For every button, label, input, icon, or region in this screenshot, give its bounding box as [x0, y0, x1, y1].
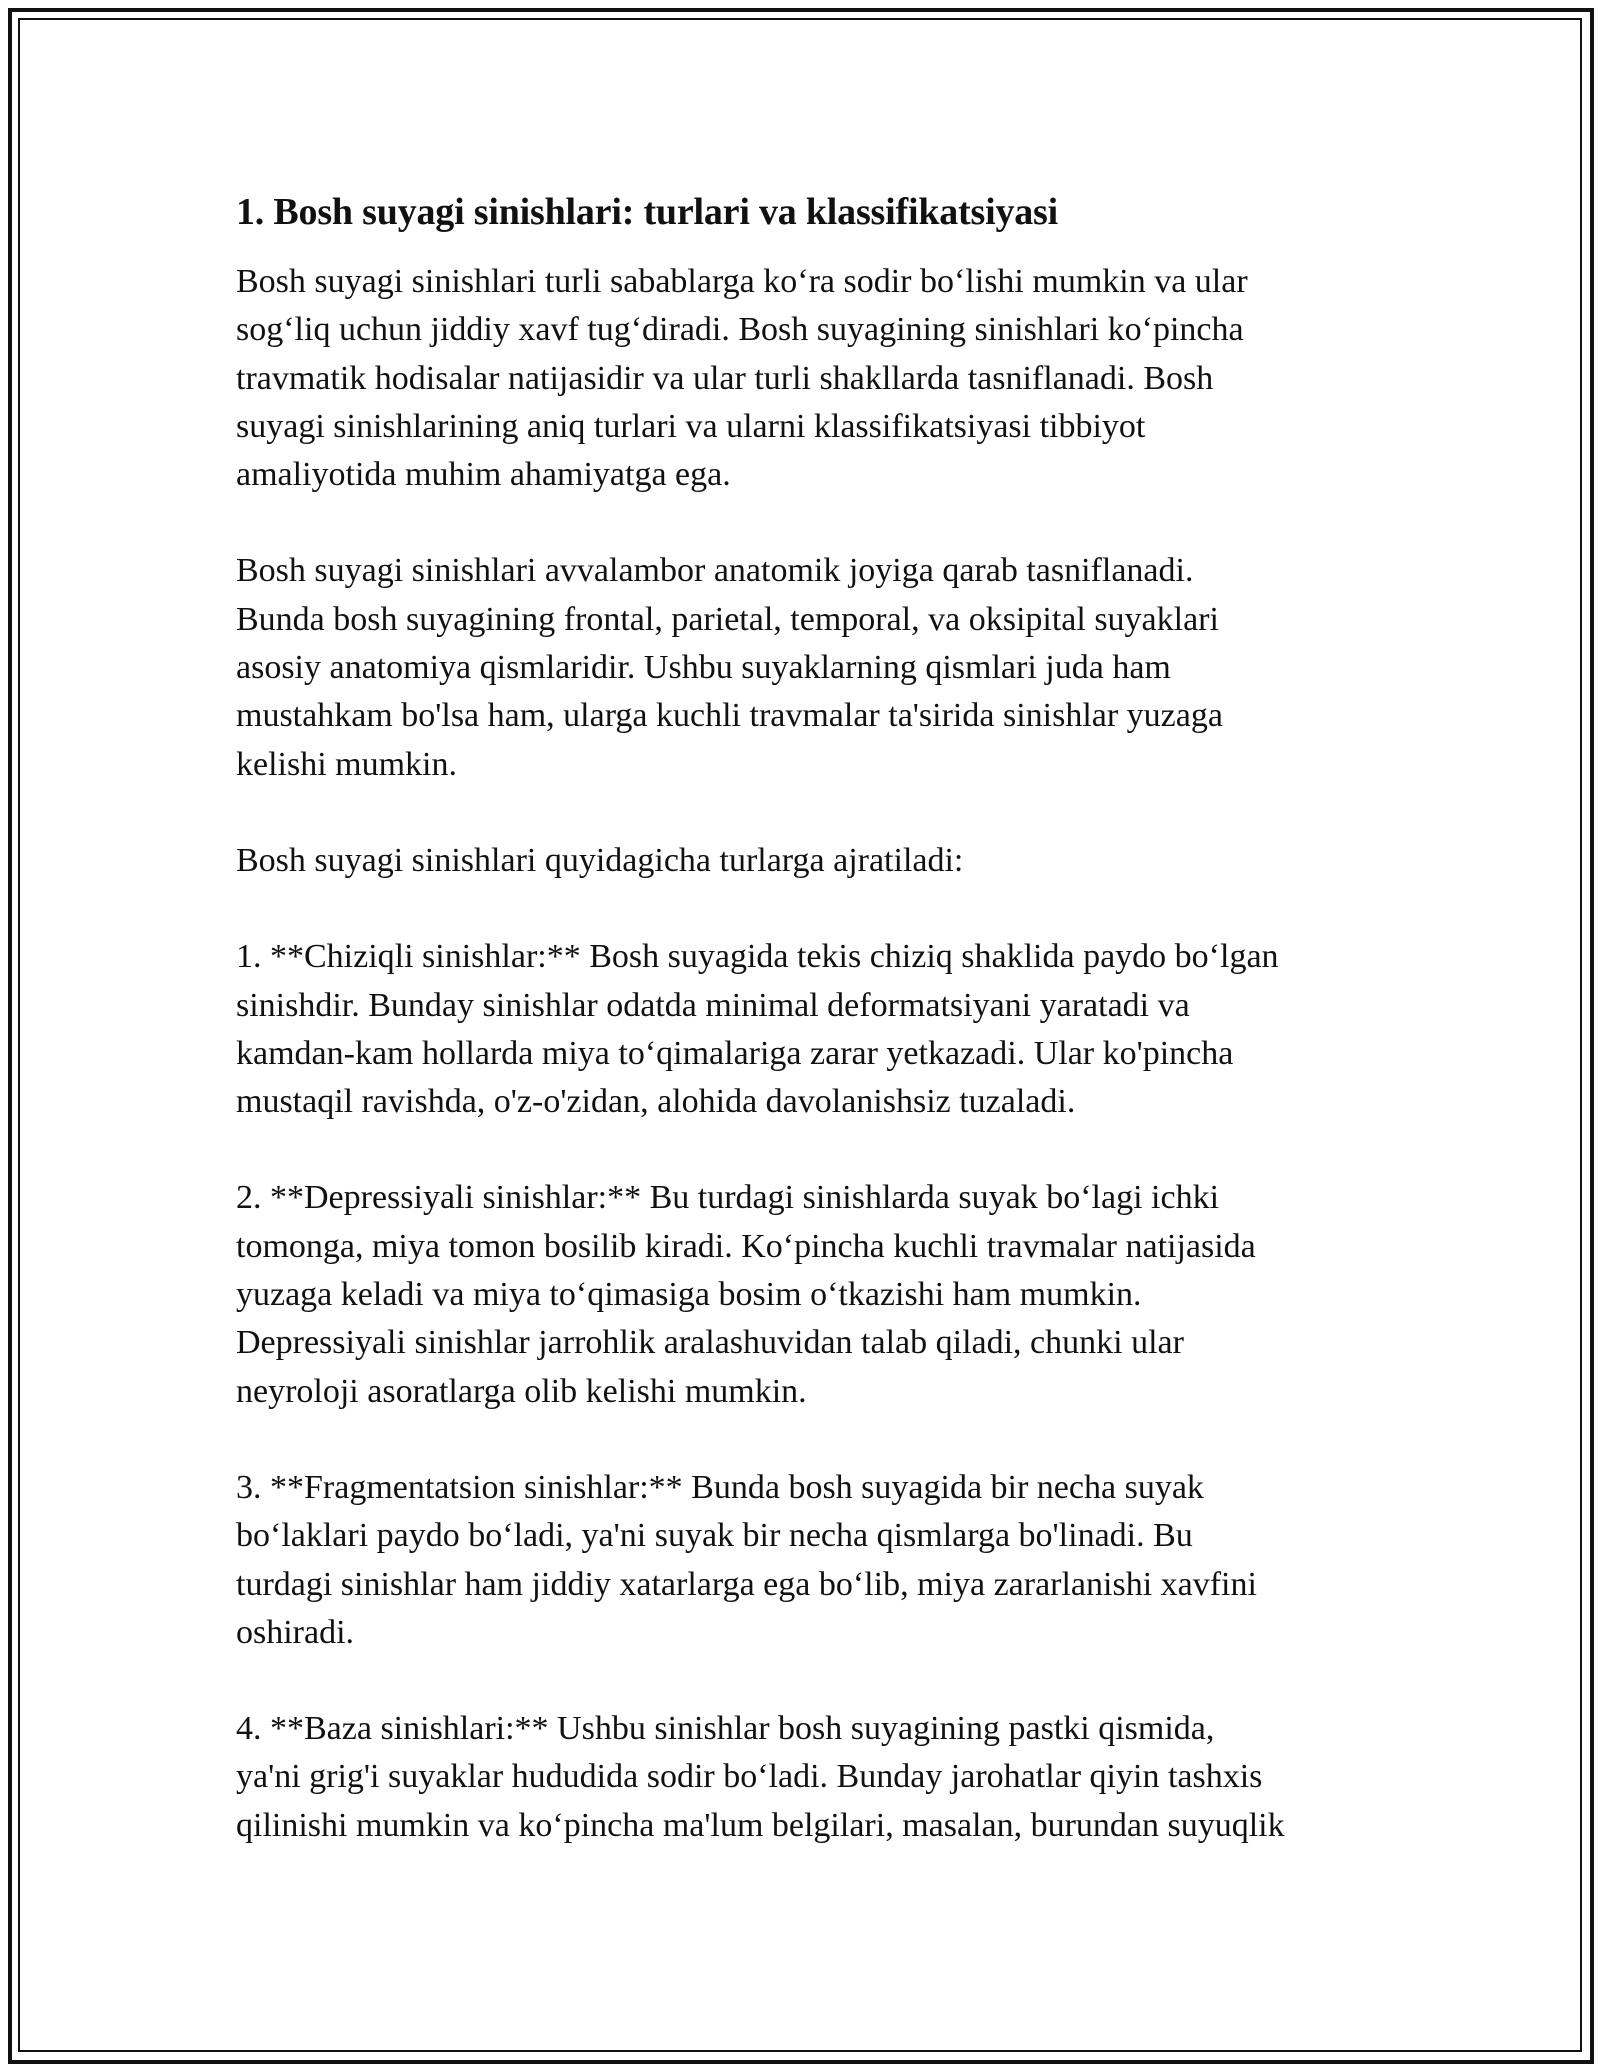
text-line: yuzaga keladi va miya to‘qimasiga bosim o‘tkazishi ham mumkin. — [236, 1276, 1142, 1314]
text-line: 1. **Chiziqli sinishlar:** Bosh suyagida tekis chiziq shaklida paydo bo‘lgan — [236, 938, 1279, 976]
text-line: oshiradi. — [236, 1613, 355, 1651]
text-line: 2. **Depressiyali sinishlar:** Bu turdagi sinishlarda suyak bo‘lagi ichki — [236, 1179, 1220, 1217]
text-line: Bosh suyagi sinishlari quyidagicha turlarga ajratiladi: — [236, 841, 964, 879]
text-line: mustahkam bo'lsa ham, ularga kuchli travmalar ta'sirida sinishlar yuzaga — [236, 697, 1223, 735]
text-line: kamdan-kam hollarda miya to‘qimalariga zarar yetkazadi. Ular ko'pincha — [236, 1034, 1234, 1072]
text-line: Bunda bosh suyagining frontal, parietal, temporal, va oksipital suyaklari — [236, 600, 1219, 638]
list-item-linear — [236, 933, 1376, 1126]
paragraph-intro — [236, 258, 1376, 499]
list-item-depressed — [236, 1174, 1376, 1415]
text-line: tomonga, miya tomon bosilib kiradi. Ko‘pincha kuchli travmalar natijasida — [236, 1227, 1256, 1265]
document-title: 1. Bosh suyagi sinishlari: turlari va klassifikatsiyasi — [236, 191, 1058, 233]
text-line: turdagi sinishlar ham jiddiy xatarlarga ega bo‘lib, miya zararlanishi xavfini — [236, 1565, 1257, 1603]
text-line: mustaqil ravishda, o'z-o'zidan, alohida davolanishsiz tuzaladi. — [236, 1083, 1076, 1121]
text-line: kelishi mumkin. — [236, 745, 457, 783]
text-line: 4. **Baza sinishlari:** Ushbu sinishlar bosh suyagining pastki qismida, — [236, 1710, 1215, 1748]
document-body — [236, 186, 1376, 1898]
text-line: sinishdir. Bunday sinishlar odatda minimal deformatsiyani yaratadi va — [236, 986, 1190, 1024]
text-line: bo‘laklari paydo bo‘ladi, ya'ni suyak bir necha qismlarga bo'linadi. Bu — [236, 1517, 1193, 1555]
text-line: amaliyotida muhim ahamiyatga ega. — [236, 456, 731, 494]
text-line: ya'ni grig'i suyaklar hududida sodir bo‘ladi. Bunday jarohatlar qiyin tashxis — [236, 1758, 1263, 1796]
text-line: neyroloji asoratlarga olib kelishi mumkin. — [236, 1372, 807, 1410]
text-line: Bosh suyagi sinishlari avvalambor anatomik joyiga qarab tasniflanadi. — [236, 552, 1194, 590]
text-line: Bosh suyagi sinishlari turli sabablarga ko‘ra sodir bo‘lishi mumkin va ular — [236, 263, 1248, 300]
list-item-fragmented — [236, 1464, 1376, 1657]
text-line: travmatik hodisalar natijasidir va ular turli shakllarda tasniflanadi. Bosh — [236, 359, 1214, 397]
paragraph-anatomy — [236, 547, 1376, 788]
list-item-basilar — [236, 1705, 1376, 1850]
paragraph-types-intro — [236, 837, 1376, 885]
text-line: qilinishi mumkin va ko‘pincha ma'lum belgilari, masalan, burundan suyuqlik — [236, 1806, 1285, 1844]
text-line: asosiy anatomiya qismlaridir. Ushbu suyaklarning qismlari juda ham — [236, 649, 1171, 687]
text-line: sog‘liq uchun jiddiy xavf tug‘diradi. Bosh suyagining sinishlari ko‘pincha — [236, 311, 1244, 349]
text-line: suyagi sinishlarining aniq turlari va ularni klassifikatsiyasi tibbiyot — [236, 407, 1146, 445]
text-line: 3. **Fragmentatsion sinishlar:** Bunda bosh suyagida bir necha suyak — [236, 1468, 1204, 1506]
text-line: Depressiyali sinishlar jarrohlik aralashuvidan talab qiladi, chunki ular — [236, 1324, 1184, 1362]
